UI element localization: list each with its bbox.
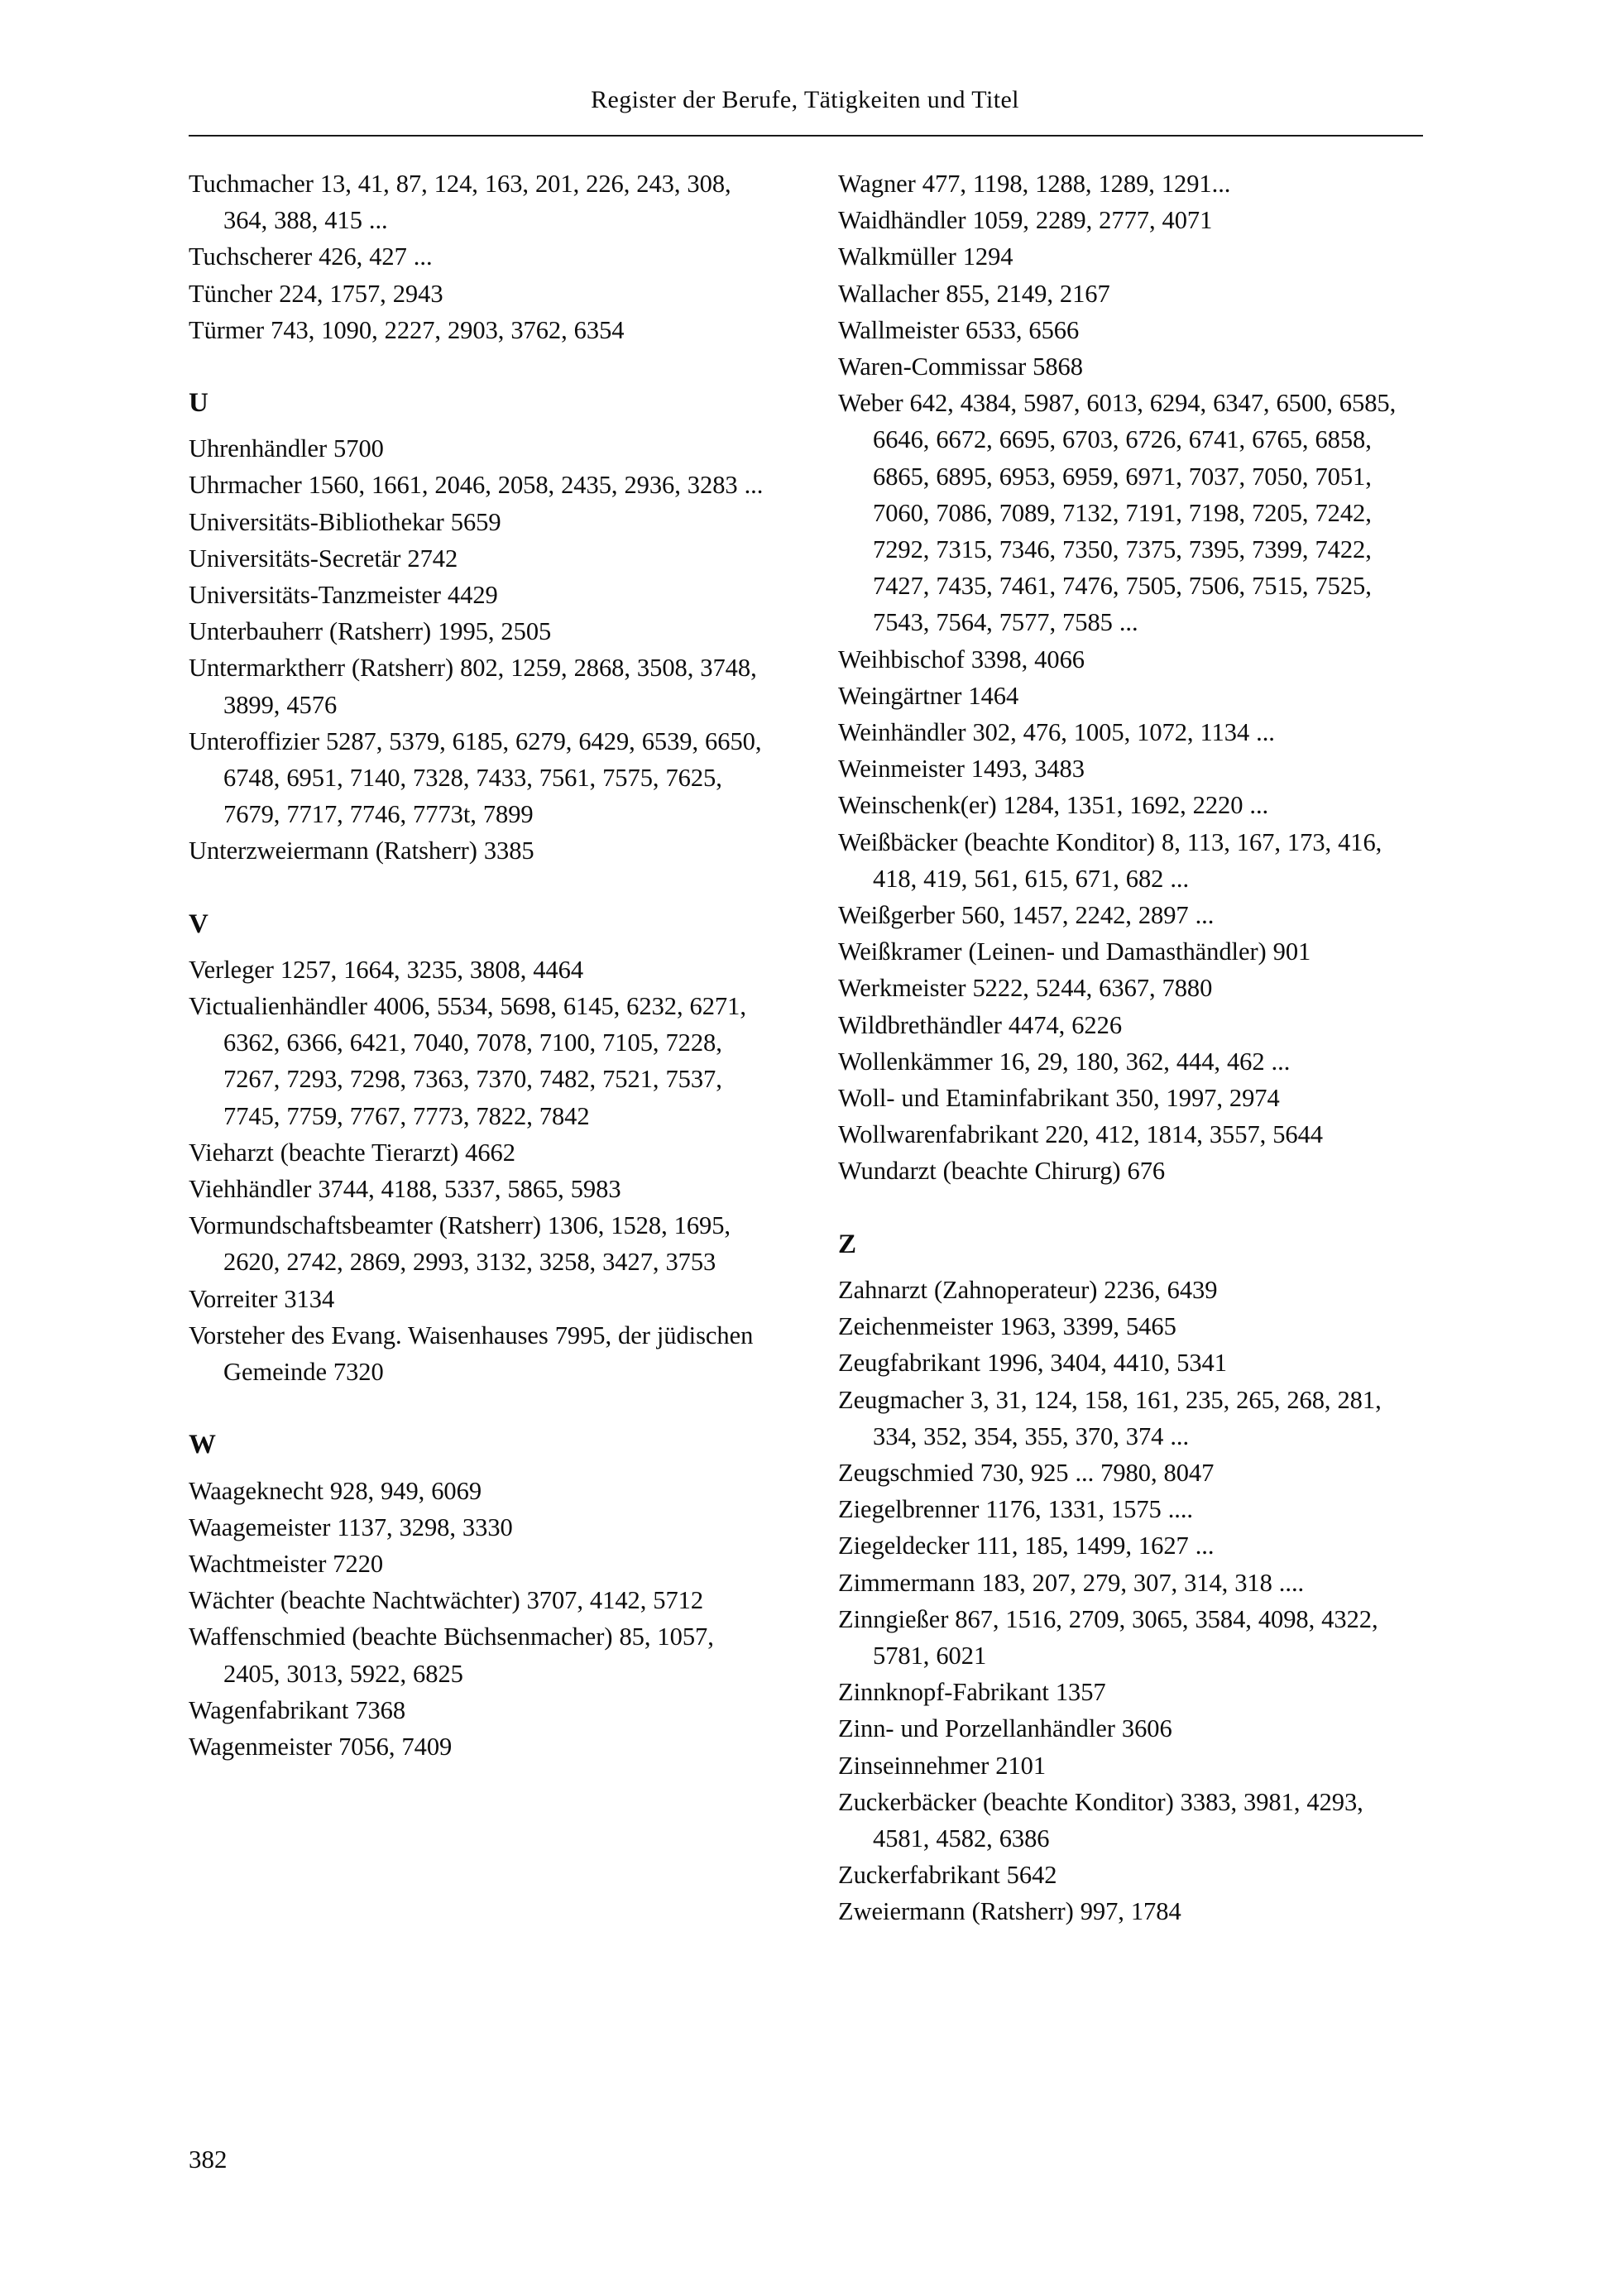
index-entry: Weihbischof 3398, 4066 — [838, 645, 1085, 673]
letter-heading: U — [189, 388, 208, 419]
index-entry: Wagner 477, 1198, 1288, 1289, 1291... — [838, 170, 1231, 198]
index-entry: Wagenfabrikant 7368 — [189, 1695, 406, 1724]
index-entry: Zuckerfabrikant 5642 — [838, 1861, 1057, 1890]
index-entry: Weißbäcker (beachte Konditor) 8, 113, 167, 173, 416, 418, 419, 561, 615, 671, 682 ... — [838, 827, 1382, 893]
index-entry: Weißkramer (Leinen- und Damasthändler) 901 — [838, 937, 1311, 966]
index-entry: Universitäts-Secretär 2742 — [189, 544, 458, 573]
index-entry: Weißgerber 560, 1457, 2242, 2897 ... — [838, 901, 1215, 930]
index-entry: Tüncher 224, 1757, 2943 — [189, 279, 443, 308]
index-entry: Zeugschmied 730, 925 ... 7980, 8047 — [838, 1458, 1215, 1487]
index-entry: Waageknecht 928, 949, 6069 — [189, 1476, 482, 1505]
index-entry: Wachtmeister 7220 — [189, 1549, 384, 1578]
index-entry: Waidhändler 1059, 2289, 2777, 4071 — [838, 206, 1213, 235]
index-entry: Ziegeldecker 111, 185, 1499, 1627 ... — [838, 1531, 1215, 1560]
index-columns — [189, 165, 1423, 1930]
index-entry: Vorreiter 3134 — [189, 1284, 335, 1313]
index-entry: Ziegelbrenner 1176, 1331, 1575 .... — [838, 1495, 1194, 1524]
index-entry: Viehhändler 3744, 4188, 5337, 5865, 5983 — [189, 1175, 621, 1204]
index-entry: Wildbrethändler 4474, 6226 — [838, 1010, 1123, 1039]
index-entry: Zeugfabrikant 1996, 3404, 4410, 5341 — [838, 1349, 1227, 1378]
index-entry: Zimmermann 183, 207, 279, 307, 314, 318 .... — [838, 1568, 1305, 1597]
index-entry: Universitäts-Bibliothekar 5659 — [189, 507, 501, 536]
index-entry: Universitäts-Tanzmeister 4429 — [189, 581, 498, 610]
index-entry: Werkmeister 5222, 5244, 6367, 7880 — [838, 974, 1213, 1003]
left-column — [189, 165, 774, 1930]
letter-heading: W — [189, 1430, 216, 1460]
index-entry: Zeugmacher 3, 31, 124, 158, 161, 235, 265, 268, 281, 334, 352, 354, 355, 370, 374 ... — [838, 1385, 1382, 1450]
index-entry: Zinnknopf-Fabrikant 1357 — [838, 1678, 1106, 1707]
index-entry: Weinmeister 1493, 3483 — [838, 755, 1085, 784]
index-entry: Weinschenk(er) 1284, 1351, 1692, 2220 ... — [838, 791, 1269, 820]
index-entry: Zuckerbäcker (beachte Konditor) 3383, 3981, 4293, 4581, 4582, 6386 — [838, 1787, 1363, 1853]
index-entry: Zinngießer 867, 1516, 2709, 3065, 3584, 4098, 4322, 5781, 6021 — [838, 1604, 1378, 1670]
index-entry: Zweiermann (Ratsherr) 997, 1784 — [838, 1897, 1181, 1926]
index-entry: Zinn- und Porzellanhändler 3606 — [838, 1714, 1172, 1743]
index-entry: Unterbauherr (Ratsherr) 1995, 2505 — [189, 617, 552, 646]
index-entry: Wollenkämmer 16, 29, 180, 362, 444, 462 ... — [838, 1047, 1291, 1076]
index-entry: Walkmüller 1294 — [838, 242, 1013, 271]
index-entry: Wächter (beachte Nachtwächter) 3707, 4142, 5712 — [189, 1586, 704, 1615]
index-entry: Unterzweiermann (Ratsherr) 3385 — [189, 836, 534, 865]
index-entry: Weber 642, 4384, 5987, 6013, 6294, 6347, 6500, 6585, 6646, 6672, 6695, 6703, 6726, 6741, 6765, 6858, 6865, 6895, 6953, 6959, 6971, 7037, 7050, 7051, 7060, 7086, 7089, 7132, 7191, 7198, 7205, 7242, 7292, 7315, 7346, 7350, 7375, 7395, 7399, 7422, 7427, 7435, 7461, 7476, 7505, 7506, 7515, 7525, 7543, 7564, 7577, 7585 ... — [838, 389, 1397, 637]
header-rule — [189, 135, 1423, 137]
index-entry: Waffenschmied (beachte Büchsenmacher) 85, 1057, 2405, 3013, 5922, 6825 — [189, 1623, 714, 1688]
index-entry: Wallacher 855, 2149, 2167 — [838, 279, 1110, 308]
right-column — [838, 165, 1423, 1930]
index-entry: Zeichenmeister 1963, 3399, 5465 — [838, 1312, 1176, 1341]
page-number: 382 — [189, 2145, 228, 2174]
index-entry: Waren-Commissar 5868 — [838, 352, 1083, 381]
index-entry: Wallmeister 6533, 6566 — [838, 315, 1080, 344]
index-entry: Uhrmacher 1560, 1661, 2046, 2058, 2435, 2936, 3283 ... — [189, 471, 764, 500]
index-entry: Uhrenhändler 5700 — [189, 434, 384, 463]
letter-heading: V — [189, 908, 208, 939]
index-entry: Verleger 1257, 1664, 3235, 3808, 4464 — [189, 955, 584, 984]
index-entry: Unteroffizier 5287, 5379, 6185, 6279, 6429, 6539, 6650, 6748, 6951, 7140, 7328, 7433, 7561, 7575, 7625, 7679, 7717, 7746, 7773t, 7899 — [189, 726, 762, 829]
index-entry: Weingärtner 1464 — [838, 681, 1019, 710]
index-entry: Weinhändler 302, 476, 1005, 1072, 1134 ... — [838, 718, 1275, 747]
index-entry: Vormundschaftsbeamter (Ratsherr) 1306, 1528, 1695, 2620, 2742, 2869, 2993, 3132, 3258, 3427, 3753 — [189, 1211, 731, 1277]
index-entry: Waagemeister 1137, 3298, 3330 — [189, 1512, 513, 1541]
index-entry: Zahnarzt (Zahnoperateur) 2236, 6439 — [838, 1275, 1218, 1304]
index-entry: Tuchscherer 426, 427 ... — [189, 242, 433, 271]
index-entry: Victualienhändler 4006, 5534, 5698, 6145, 6232, 6271, 6362, 6366, 6421, 7040, 7078, 7100, 7105, 7228, 7267, 7293, 7298, 7363, 7370, 7482, 7521, 7537, 7745, 7759, 7767, 7773, 7822, 7842 — [189, 992, 746, 1130]
index-entry: Vorsteher des Evang. Waisenhauses 7995, der jüdischen Gemeinde 7320 — [189, 1321, 754, 1387]
index-entry: Wundarzt (beachte Chirurg) 676 — [838, 1157, 1166, 1186]
index-entry: Wagenmeister 7056, 7409 — [189, 1732, 453, 1761]
letter-heading: Z — [838, 1229, 857, 1259]
index-entry: Vieharzt (beachte Tierarzt) 4662 — [189, 1138, 515, 1167]
index-entry: Wollwarenfabrikant 220, 412, 1814, 3557, 5644 — [838, 1120, 1324, 1149]
index-entry: Untermarktherr (Ratsherr) 802, 1259, 2868, 3508, 3748, 3899, 4576 — [189, 654, 757, 719]
index-entry: Tuchmacher 13, 41, 87, 124, 163, 201, 226, 243, 308, 364, 388, 415 ... — [189, 170, 731, 235]
index-entry: Türmer 743, 1090, 2227, 2903, 3762, 6354 — [189, 315, 625, 344]
index-entry: Woll- und Etaminfabrikant 350, 1997, 2974 — [838, 1084, 1280, 1113]
running-head: Register der Berufe, Tätigkeiten und Titel — [591, 86, 1019, 113]
index-entry: Zinseinnehmer 2101 — [838, 1751, 1047, 1780]
